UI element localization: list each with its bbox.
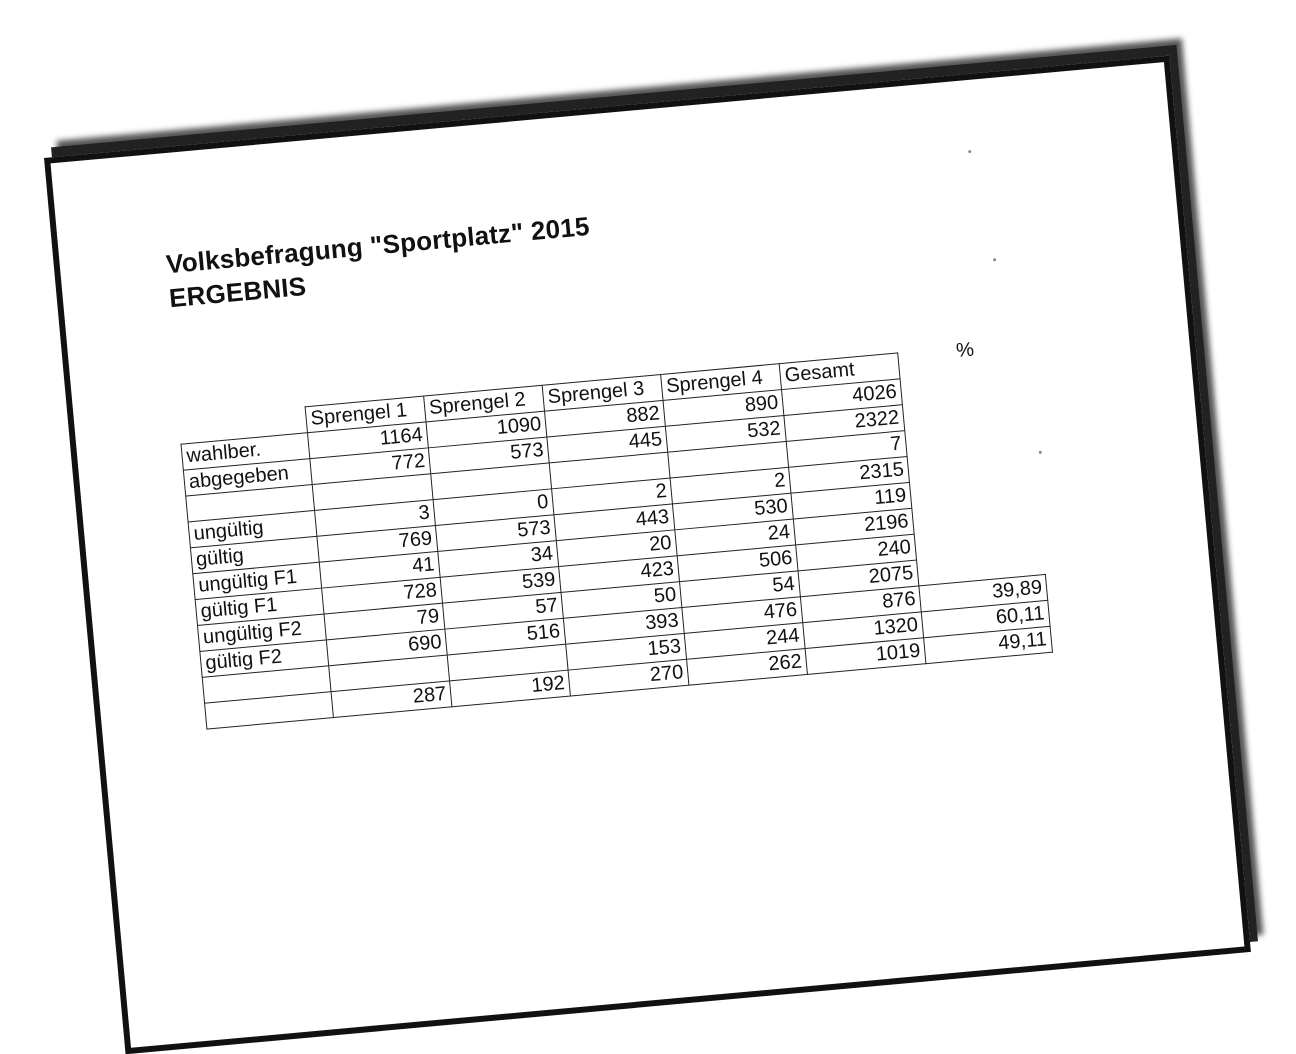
table-cell: 2 bbox=[670, 467, 791, 504]
table-cell: 41 bbox=[319, 551, 440, 588]
table-cell: 2322 bbox=[784, 405, 905, 442]
table-cell: 772 bbox=[310, 448, 431, 485]
row-label: abgegeben bbox=[183, 459, 312, 496]
table-cell: 769 bbox=[317, 526, 438, 563]
table-cell: 532 bbox=[665, 416, 786, 453]
table-cell: 506 bbox=[677, 545, 798, 582]
table-cell: 244 bbox=[684, 623, 805, 660]
table-cell: 153 bbox=[566, 633, 687, 670]
table-cell: 262 bbox=[687, 649, 808, 686]
row-label: gültig F1 bbox=[195, 588, 324, 625]
table-cell: 890 bbox=[663, 390, 784, 427]
table-cell: 287 bbox=[331, 681, 452, 718]
results-table bbox=[178, 338, 1053, 730]
row-label: ungültig bbox=[188, 510, 317, 547]
scan-speck bbox=[1039, 451, 1042, 454]
table-cell: 876 bbox=[800, 586, 921, 623]
table-cell: 530 bbox=[672, 493, 793, 530]
percent-cell: 49,11 bbox=[924, 626, 1053, 663]
table-cell: 445 bbox=[547, 426, 668, 463]
table-cell: 2196 bbox=[793, 508, 914, 545]
row-label: gültig bbox=[190, 536, 319, 573]
table-cell: 50 bbox=[561, 582, 682, 619]
table-cell: 7 bbox=[786, 431, 907, 468]
row-label: gültig F2 bbox=[200, 640, 329, 677]
table-cell: 1164 bbox=[307, 422, 428, 459]
table-cell: 3 bbox=[315, 500, 436, 537]
table-cell: 573 bbox=[435, 515, 556, 552]
scan-speck bbox=[993, 258, 996, 261]
table-cell: 2 bbox=[552, 478, 673, 515]
document-title: Volksbefragung "Sportplatz" 2015 bbox=[164, 210, 591, 280]
table-cell: 573 bbox=[428, 437, 549, 474]
row-label: ungültig F1 bbox=[193, 562, 322, 599]
table-cell: 2075 bbox=[798, 560, 919, 597]
column-header: Sprengel 4 bbox=[661, 364, 782, 401]
table-cell: 79 bbox=[324, 603, 445, 640]
table-cell: 690 bbox=[326, 629, 447, 666]
table-cell: 476 bbox=[682, 597, 803, 634]
percent-cell: 60,11 bbox=[921, 600, 1050, 637]
table-cell: 728 bbox=[322, 577, 443, 614]
table-cell: 34 bbox=[438, 541, 559, 578]
column-header: Sprengel 1 bbox=[305, 396, 426, 433]
table-cell: 119 bbox=[791, 482, 912, 519]
table-cell: 57 bbox=[442, 592, 563, 629]
row-label: wahlber. bbox=[181, 433, 310, 470]
percent-cell: 39,89 bbox=[919, 574, 1048, 611]
table-cell: 423 bbox=[559, 556, 680, 593]
scan-speck bbox=[968, 150, 971, 153]
table-cell: 882 bbox=[545, 400, 666, 437]
table-cell: 1019 bbox=[805, 638, 926, 675]
table-cell: 1320 bbox=[803, 612, 924, 649]
column-header: Sprengel 3 bbox=[542, 375, 663, 412]
table-cell: 1090 bbox=[426, 411, 547, 448]
table-cell: 192 bbox=[450, 670, 571, 707]
table-cell: 20 bbox=[556, 530, 677, 567]
table-cell: 516 bbox=[445, 618, 566, 655]
table-cell: 393 bbox=[563, 608, 684, 645]
table-cell: 54 bbox=[680, 571, 801, 608]
row-label: ungültig F2 bbox=[198, 614, 327, 651]
table-cell: 443 bbox=[554, 504, 675, 541]
table-cell: 270 bbox=[568, 659, 689, 696]
table-cell: 539 bbox=[440, 567, 561, 604]
column-header: Sprengel 2 bbox=[424, 385, 545, 422]
table-cell: 240 bbox=[796, 534, 917, 571]
document-subtitle: ERGEBNIS bbox=[167, 270, 308, 314]
percent-label: % bbox=[955, 338, 975, 363]
table-cell: 4026 bbox=[782, 379, 903, 416]
table-cell: 2315 bbox=[789, 457, 910, 494]
table-cell: 0 bbox=[433, 489, 554, 526]
document-page bbox=[44, 56, 1251, 1054]
table-cell: 24 bbox=[675, 519, 796, 556]
column-header: Gesamt bbox=[779, 353, 900, 390]
